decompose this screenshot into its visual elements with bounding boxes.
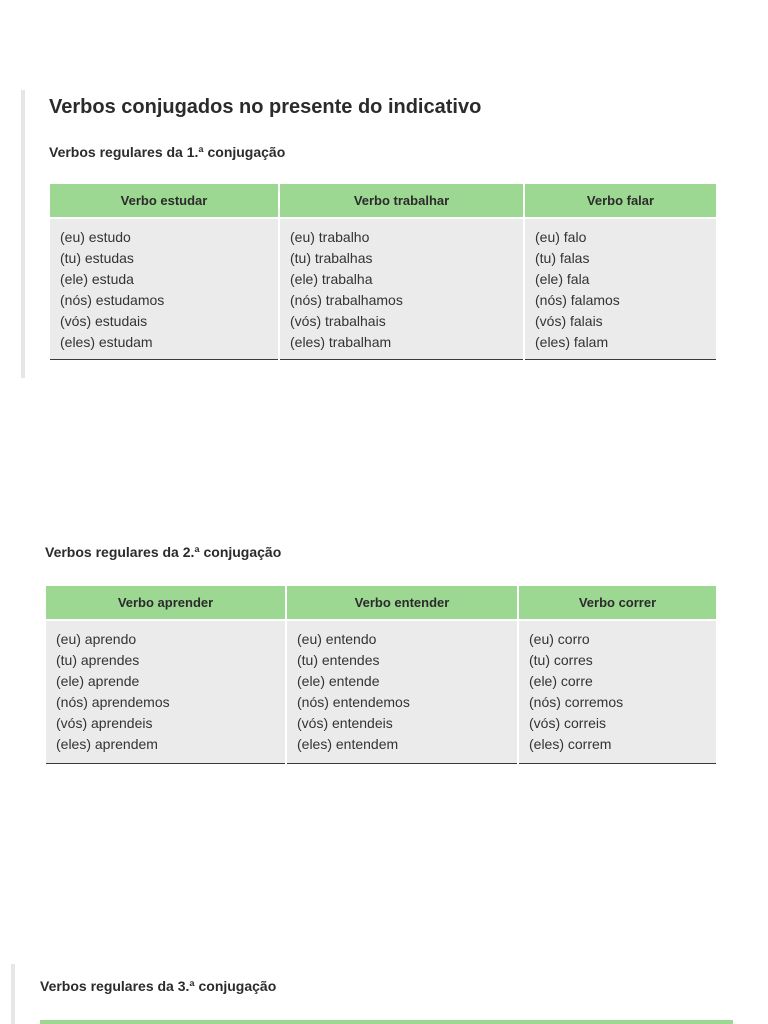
conjugation-form: (nós) entendemos <box>297 694 410 710</box>
conjugation-form: (eles) falam <box>535 334 609 350</box>
section-1-left-border <box>21 90 25 378</box>
section-3-left-border <box>11 964 15 1024</box>
conjugation-form: (tu) trabalhas <box>290 250 373 266</box>
conjugation-form: (eu) trabalho <box>290 229 370 245</box>
conjugation-form: (nós) corremos <box>529 694 624 710</box>
conjugation-form: (ele) estuda <box>60 271 134 287</box>
conjugation-cell-trabalhar <box>279 218 524 359</box>
column-header-entender: Verbo entender <box>286 586 518 620</box>
conjugation-form: (ele) aprende <box>56 673 140 689</box>
conjugation-form: (eles) trabalham <box>290 334 392 350</box>
conjugation-cell-aprender <box>46 620 286 763</box>
section-1-title: Verbos regulares da 1.ª conjugação <box>49 144 286 160</box>
column-header-trabalhar: Verbo trabalhar <box>279 184 524 218</box>
conjugation-form: (ele) trabalha <box>290 271 373 287</box>
table-header-row <box>50 184 716 218</box>
conjugation-form: (tu) estudas <box>60 250 134 266</box>
conjugation-form: (tu) entendes <box>297 652 380 668</box>
conjugation-form: (eles) estudam <box>60 334 153 350</box>
table-row <box>50 218 716 359</box>
table-3-header-strip <box>40 1020 733 1024</box>
conjugation-form: (ele) corre <box>529 673 593 689</box>
conjugation-form: (eles) aprendem <box>56 736 158 752</box>
column-header-estudar: Verbo estudar <box>50 184 279 218</box>
conjugation-form: (vós) trabalhais <box>290 313 386 329</box>
conjugation-form: (eu) falo <box>535 229 587 245</box>
conjugation-form: (nós) aprendemos <box>56 694 170 710</box>
conjugation-cell-entender <box>286 620 518 763</box>
conjugation-cell-correr <box>518 620 716 763</box>
conjugation-form: (eles) entendem <box>297 736 399 752</box>
conjugation-form: (eu) corro <box>529 631 590 647</box>
conjugation-form: (nós) falamos <box>535 292 620 308</box>
conjugation-form: (eu) aprendo <box>56 631 137 647</box>
conjugation-form: (tu) aprendes <box>56 652 140 668</box>
conjugation-form: (vós) entendeis <box>297 715 393 731</box>
table-row <box>46 620 716 763</box>
column-header-aprender: Verbo aprender <box>46 586 286 620</box>
page-title: Verbos conjugados no presente do indicativo <box>49 96 482 118</box>
conjugation-form: (vós) aprendeis <box>56 715 153 731</box>
table-header-row <box>46 586 716 620</box>
conjugation-form: (ele) entende <box>297 673 380 689</box>
conjugation-form: (eles) correm <box>529 736 612 752</box>
conjugation-form: (vós) estudais <box>60 313 148 329</box>
conjugation-form: (tu) corres <box>529 652 593 668</box>
conjugation-form: (tu) falas <box>535 250 590 266</box>
conjugation-table-2 <box>46 586 716 764</box>
conjugation-cell-estudar <box>50 218 279 359</box>
conjugation-form: (eu) entendo <box>297 631 377 647</box>
conjugation-form: (eu) estudo <box>60 229 131 245</box>
conjugation-cell-falar <box>524 218 716 359</box>
section-3-title: Verbos regulares da 3.ª conjugação <box>40 978 277 994</box>
conjugation-form: (nós) estudamos <box>60 292 165 308</box>
section-2-title: Verbos regulares da 2.ª conjugação <box>45 544 282 560</box>
conjugation-table-1 <box>50 184 716 360</box>
conjugation-form: (ele) fala <box>535 271 590 287</box>
conjugation-form: (vós) correis <box>529 715 607 731</box>
conjugation-form: (vós) falais <box>535 313 603 329</box>
conjugation-form: (nós) trabalhamos <box>290 292 403 308</box>
column-header-falar: Verbo falar <box>524 184 716 218</box>
column-header-correr: Verbo correr <box>518 586 716 620</box>
